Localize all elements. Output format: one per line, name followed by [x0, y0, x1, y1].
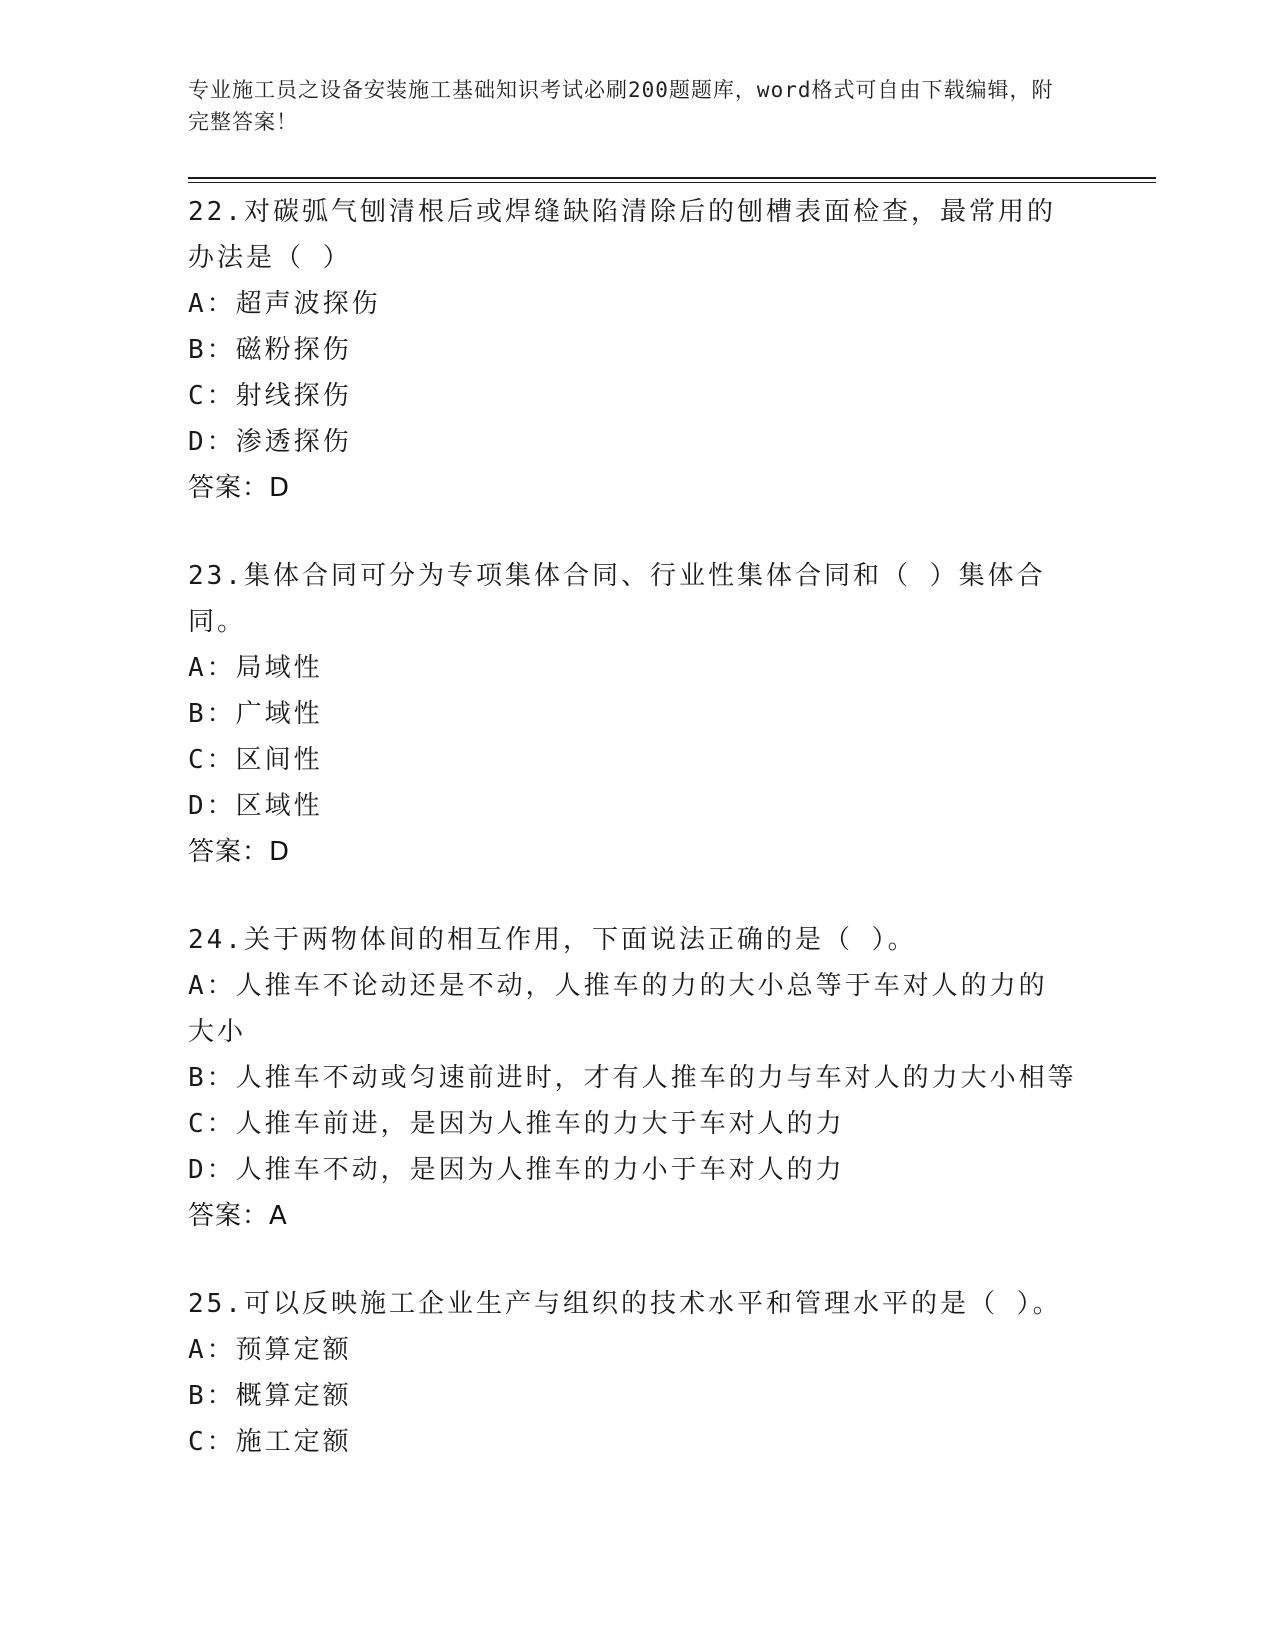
answer-line: 答案：A	[188, 1201, 288, 1231]
question-25	[188, 1281, 1068, 1465]
question-stem: 23.集体合同可分为专项集体合同、行业性集体合同和（ ）集体合同。	[188, 561, 1046, 637]
option-b: B：磁粉探伤	[188, 335, 352, 365]
option-d: D：渗透探伤	[188, 427, 352, 457]
option-a: A：预算定额	[188, 1335, 352, 1365]
option-a: A：人推车不论动还是不动，人推车的力的大小总等于车对人的力的大小	[188, 971, 1048, 1047]
question-22	[188, 189, 1068, 511]
question-stem: 24.关于两物体间的相互作用，下面说法正确的是（ ）。	[188, 925, 917, 955]
answer-line: 答案：D	[188, 473, 291, 503]
question-23	[188, 553, 1068, 875]
option-d: D：区域性	[188, 791, 323, 821]
option-b: B：概算定额	[188, 1381, 352, 1411]
option-c: C：人推车前进，是因为人推车的力大于车对人的力	[188, 1109, 845, 1139]
option-c: C：射线探伤	[188, 381, 352, 411]
option-c: C：施工定额	[188, 1427, 352, 1457]
document-header: 专业施工员之设备安装施工基础知识考试必刷200题题库，word格式可自由下载编辑，附完整答案！	[188, 78, 1054, 134]
option-b: B：人推车不动或匀速前进时，才有人推车的力与车对人的力大小相等	[188, 1063, 1077, 1093]
option-b: B：广域性	[188, 699, 323, 729]
option-c: C：区间性	[188, 745, 323, 775]
answer-line: 答案：D	[188, 837, 291, 867]
question-stem: 25.可以反映施工企业生产与组织的技术水平和管理水平的是（ ）。	[188, 1289, 1062, 1319]
option-d: D：人推车不动，是因为人推车的力小于车对人的力	[188, 1155, 845, 1185]
question-stem: 22.对碳弧气刨清根后或焊缝缺陷清除后的刨槽表面检查，最常用的办法是（ ）	[188, 197, 1056, 273]
option-a: A：超声波探伤	[188, 289, 381, 319]
question-24	[188, 917, 1077, 1239]
option-a: A：局域性	[188, 653, 323, 683]
header-divider	[188, 177, 1156, 183]
